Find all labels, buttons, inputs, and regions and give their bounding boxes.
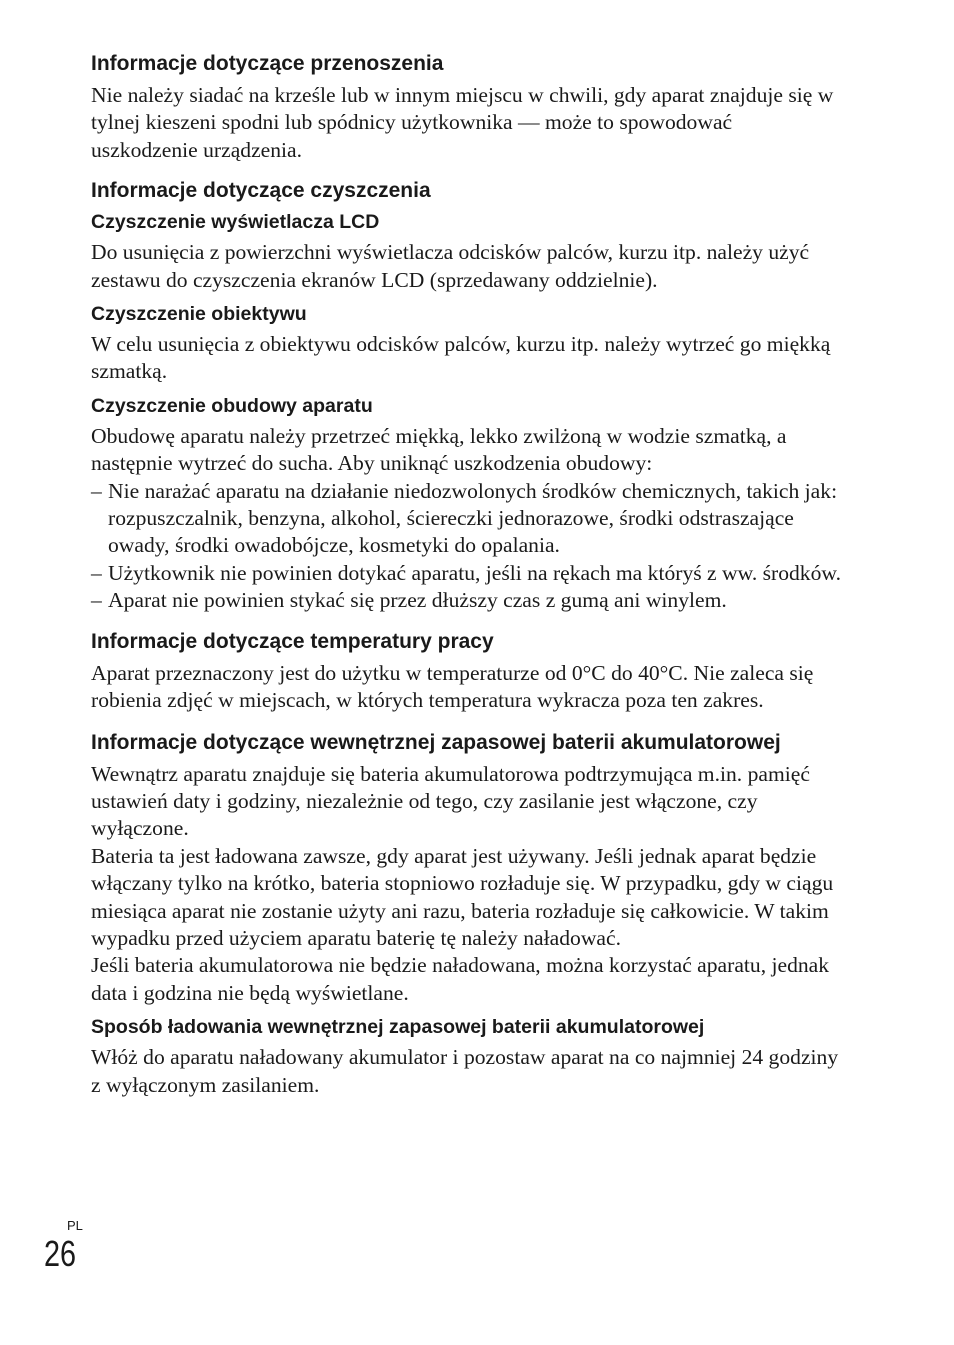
lens-cleaning-heading: Czyszczenie obiektywu	[91, 303, 307, 326]
transport-heading: Informacje dotyczące przenoszenia	[91, 52, 444, 75]
dash-bullet: –	[91, 560, 102, 585]
charging-body: Włóż do aparatu naładowany akumulator i pozostaw aparat na co najmniej 24 godziny z wyłączonym zasilaniem.	[91, 1045, 839, 1097]
body-cleaning-heading: Czyszczenie obudowy aparatu	[91, 394, 373, 417]
dash-bullet: –	[91, 478, 102, 503]
list-item	[91, 560, 843, 587]
transport-body: Nie należy siadać na krześle lub w innym miejscu w chwili, gdy aparat znajduje się w tylnej kieszeni spodni lub spódnicy użytkownika — może to spowodować uszkodzenie urządzenia.	[91, 83, 834, 162]
page-content	[91, 50, 843, 1099]
language-code: PL	[67, 1218, 83, 1233]
lens-cleaning-body: W celu usunięcia z obiektywu odcisków palców, kurzu itp. należy wytrzeć go miękką szmatką.	[91, 332, 831, 384]
dash-bullet: –	[91, 588, 102, 613]
lcd-cleaning-body: Do usunięcia z powierzchni wyświetlacza odcisków palców, kurzu itp. należy użyć zestawu do czyszczenia ekranów LCD (sprzedawany oddzielnie).	[91, 240, 810, 292]
cleaning-heading: Informacje dotyczące czyszczenia	[91, 179, 431, 203]
list-item-text: Nie narażać aparatu na działanie niedozwolonych środków chemicznych, takich jak: rozpuszczalnik, benzyna, alkohol, ściereczki jednorazowe, środki odstraszające owady, środki owadobójcze, kosmetyki do opalania.	[108, 478, 838, 558]
list-item-text: Aparat nie powinien stykać się przez dłuższy czas z gumą ani winylem.	[108, 588, 727, 613]
backup-battery-paragraph: Jeśli bateria akumulatorowa nie będzie naładowana, można korzystać aparatu, jednak data i godzina nie będą wyświetlane.	[91, 953, 830, 1005]
list-item	[91, 587, 843, 614]
temperature-body: Aparat przeznaczony jest do użytku w temperaturze od 0°C do 40°C. Nie zaleca się robienia zdjęć w miejscach, w których temperatura wykracza poza ten zakres.	[91, 660, 814, 713]
charging-heading: Sposób ładowania wewnętrznej zapasowej baterii akumulatorowej	[91, 1016, 705, 1039]
list-item-text: Użytkownik nie powinien dotykać aparatu, jeśli na rękach ma któryś z ww. środków.	[108, 560, 841, 585]
list-item	[91, 478, 843, 560]
backup-battery-paragraph: Wewnątrz aparatu znajduje się bateria akumulatorowa podtrzymująca m.in. pamięć ustawień daty i godziny, niezależnie od tego, czy zasilanie jest włączone, czy wyłączone.	[91, 761, 810, 841]
backup-battery-heading: Informacje dotyczące wewnętrznej zapasowej baterii akumulatorowej	[91, 730, 781, 754]
lcd-cleaning-heading: Czyszczenie wyświetlacza LCD	[91, 211, 380, 234]
page-number: 26	[44, 1233, 77, 1274]
backup-battery-paragraph: Bateria ta jest ładowana zawsze, gdy aparat jest używany. Jeśli jednak aparat będzie włączany tylko na krótko, bateria stopniowo rozładuje się. W przypadku, gdy w ciągu miesiąca aparat nie zostanie użyty ani razu, bateria rozładuje się całkowicie. W takim wypadku przed użyciem aparatu baterię tę należy naładować.	[91, 843, 834, 950]
temperature-heading: Informacje dotyczące temperatury pracy	[91, 629, 494, 653]
body-cleaning-body: Obudowę aparatu należy przetrzeć miękką, lekko zwilżoną w wodzie szmatką, a następnie wytrzeć do sucha. Aby uniknąć uszkodzenia obudowy:	[91, 423, 787, 476]
body-cleaning-list	[91, 478, 843, 615]
